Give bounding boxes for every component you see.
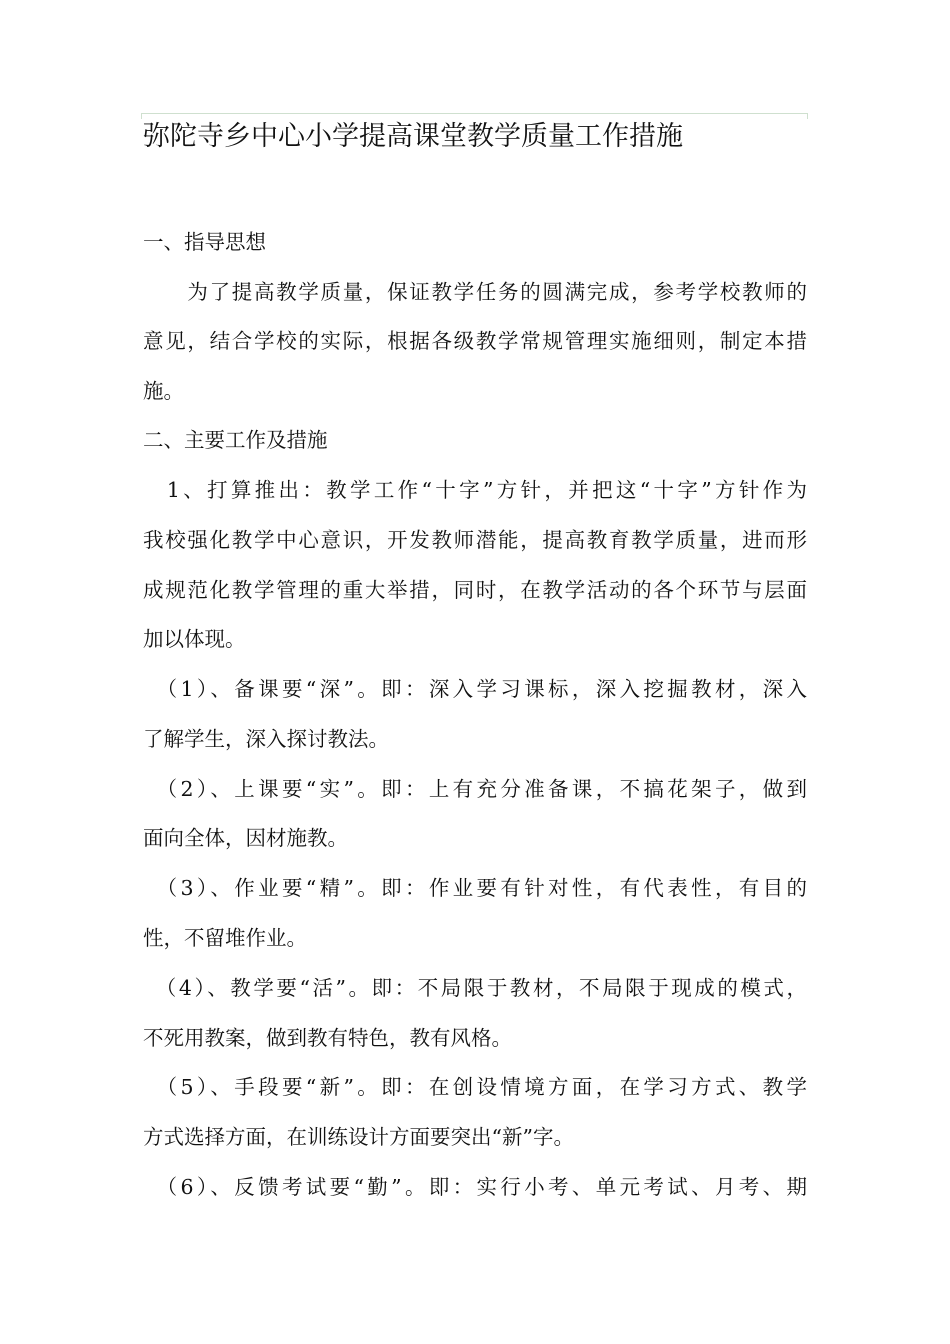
list-item-line: （3）、作业要“精”。即：作业要有针对性，有代表性，有目的 [143,876,807,900]
paragraph-line: 成规范化教学管理的重大举措，同时，在教学活动的各个环节与层面 [143,578,807,602]
paragraph-line: 我校强化教学中心意识，开发教师潜能，提高教育教学质量，进而形 [143,528,807,552]
paragraph-line: 施。 [143,379,184,403]
list-item-line: 性，不留堆作业。 [143,926,307,950]
list-item-line: （2）、上课要“实”。即：上有充分准备课，不搞花架子，做到 [143,777,807,801]
document-title: 弥陀寺乡中心小学提高课堂教学质量工作措施 [143,121,683,152]
paragraph-line: 为了提高教学质量，保证教学任务的圆满完成，参考学校教师的 [143,280,807,304]
list-item-line: 了解学生，深入探讨教法。 [143,727,389,751]
list-item-line: （1）、备课要“深”。即：深入学习课标，深入挖掘教材，深入 [143,677,807,701]
paragraph-line: 1、打算推出：教学工作“十字”方针，并把这“十字”方针作为 [143,478,807,502]
list-item-line: 不死用教案，做到教有特色，教有风格。 [143,1026,512,1050]
paragraph-line: 意见，结合学校的实际，根据各级教学常规管理实施细则，制定本措 [143,329,807,353]
list-item-line: （6）、反馈考试要“勤”。即：实行小考、单元考试、月考、期 [143,1175,807,1199]
section-heading: 一、指导思想 [143,230,266,254]
list-item-line: （5）、手段要“新”。即：在创设情境方面，在学习方式、教学 [143,1075,807,1099]
paragraph-line: 加以体现。 [143,627,246,651]
list-item-line: 面向全体，因材施教。 [143,826,348,850]
section-heading: 二、主要工作及措施 [143,428,328,452]
list-item-line: 方式选择方面，在训练设计方面要突出“新”字。 [143,1125,574,1149]
list-item-line: （4）、教学要“活”。即：不局限于教材，不局限于现成的模式， [143,976,807,1000]
